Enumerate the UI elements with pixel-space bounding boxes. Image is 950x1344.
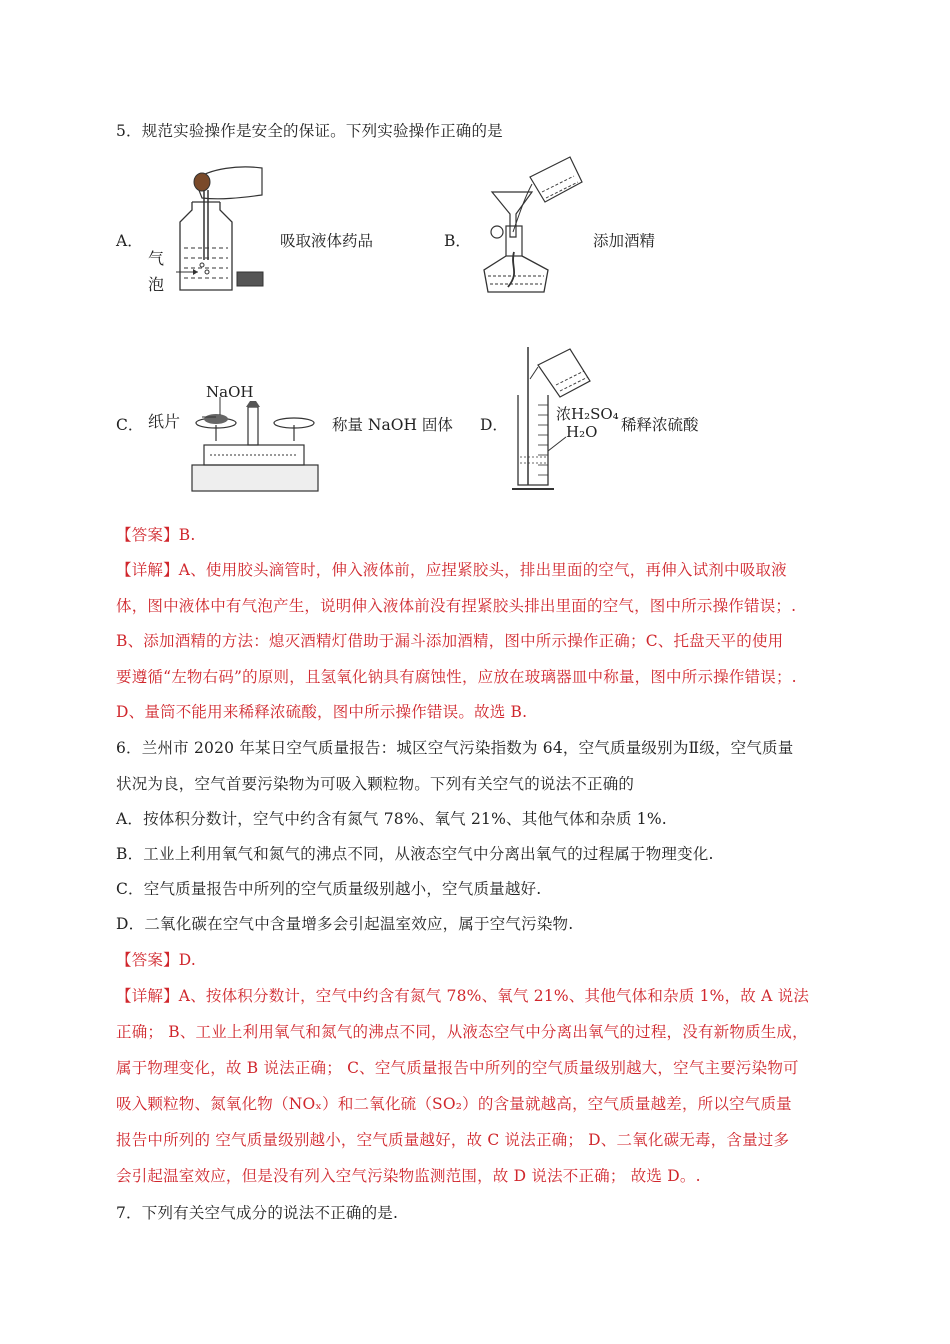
- q6-detail-line-5: 报告中所列的 空气质量级别越小，空气质量越好，故 C 说法正确； D、二氧化碳无毒，含量过多: [116, 1131, 790, 1149]
- q6-detail-line-4: 吸入颗粒物、氮氧化物（NOₓ）和二氧化硫（SO₂）的含量就越高，空气质量越差，所以空气质量: [116, 1095, 792, 1113]
- q5-option-b-letter: B．: [444, 232, 471, 250]
- q5-option-a-letter: A．: [116, 232, 143, 250]
- fig-c-naoh-label: NaOH: [206, 383, 254, 401]
- q6-option-c: C．空气质量报告中所列的空气质量级别越小，空气质量越好.: [116, 880, 542, 898]
- q5-option-d-letter: D．: [480, 416, 508, 434]
- q5-answer: 【答案】B.: [116, 526, 196, 544]
- q6-detail-line-6: 会引起温室效应，但是没有列入空气污染物监测范围，故 D 说法不正确； 故选 D。.: [116, 1167, 701, 1185]
- fig-a-text-pao: 泡: [148, 275, 165, 294]
- fig-a-text-qi: 气: [148, 249, 165, 268]
- balance-figure: [190, 395, 330, 495]
- q7-stem: 7．下列有关空气成分的说法不正确的是.: [116, 1204, 399, 1222]
- q6-stem-line-2: 状况为良，空气首要污染物为可吸入颗粒物。下列有关空气的说法不正确的: [116, 775, 635, 793]
- q5-detail-line-3: B、添加酒精的方法：熄灭酒精灯借助于漏斗添加酒精，图中所示操作正确；C、托盘天平的使用: [116, 632, 784, 650]
- q5-option-c-caption: 称量 NaOH 固体: [332, 416, 453, 434]
- q6-answer: 【答案】D.: [116, 951, 197, 969]
- q5-option-d-caption: 稀释浓硫酸: [621, 416, 699, 434]
- q6-detail-line-1: 【详解】A、按体积分数计，空气中约含有氮气 78%、氧气 21%、其他气体和杂质 1%，故 A 说法: [116, 987, 810, 1005]
- q6-detail-line-3: 属于物理变化，故 B 说法正确； C、空气质量报告中所列的空气质量级别越大，空气主要污染物可: [116, 1059, 799, 1077]
- q6-option-a: A．按体积分数计，空气中约含有氮气 78%、氧气 21%、其他气体和杂质 1%.: [116, 810, 667, 828]
- q5-detail-line-5: D、量筒不能用来稀释浓硫酸，图中所示操作错误。故选 B.: [116, 703, 528, 721]
- alcohol-lamp-figure: [470, 152, 590, 302]
- fig-d-acid-label: 浓H₂SO₄: [556, 405, 619, 423]
- q5-option-c-letter: C．: [116, 416, 144, 434]
- fig-d-water-label: H₂O: [566, 423, 598, 441]
- fig-c-paper-label: 纸片: [148, 412, 181, 431]
- q5-detail-line-1: 【详解】A、使用胶头滴管时，伸入液体前，应捏紧胶头，排出里面的空气，再伸入试剂中吸取液: [116, 561, 787, 579]
- q5-detail-line-2: 体，图中液体中有气泡产生，说明伸入液体前没有捏紧胶头排出里面的空气，图中所示操作错误；.: [116, 597, 797, 615]
- q5-option-a-caption: 吸取液体药品: [280, 232, 374, 250]
- q5-stem: 5．规范实验操作是安全的保证。下列实验操作正确的是: [116, 122, 503, 140]
- q5-detail-line-4: 要遵循“左物右码”的原则，且氢氧化钠具有腐蚀性，应放在玻璃器皿中称量，图中所示操作错误；.: [116, 668, 797, 686]
- q6-stem-line-1: 6．兰州市 2020 年某日空气质量报告：城区空气污染指数为 64，空气质量级别为Ⅱ级，空气质量: [116, 739, 794, 757]
- q6-detail-line-2: 正确； B、工业上利用氧气和氮气的沸点不同，从液态空气中分离出氧气的过程，没有新物质生成，: [116, 1023, 808, 1041]
- q6-option-d: D．二氧化碳在空气中含量增多会引起温室效应，属于空气污染物.: [116, 915, 574, 933]
- q6-option-b: B．工业上利用氧气和氮气的沸点不同，从液态空气中分离出氧气的过程属于物理变化.: [116, 845, 714, 863]
- q5-option-b-caption: 添加酒精: [593, 232, 656, 250]
